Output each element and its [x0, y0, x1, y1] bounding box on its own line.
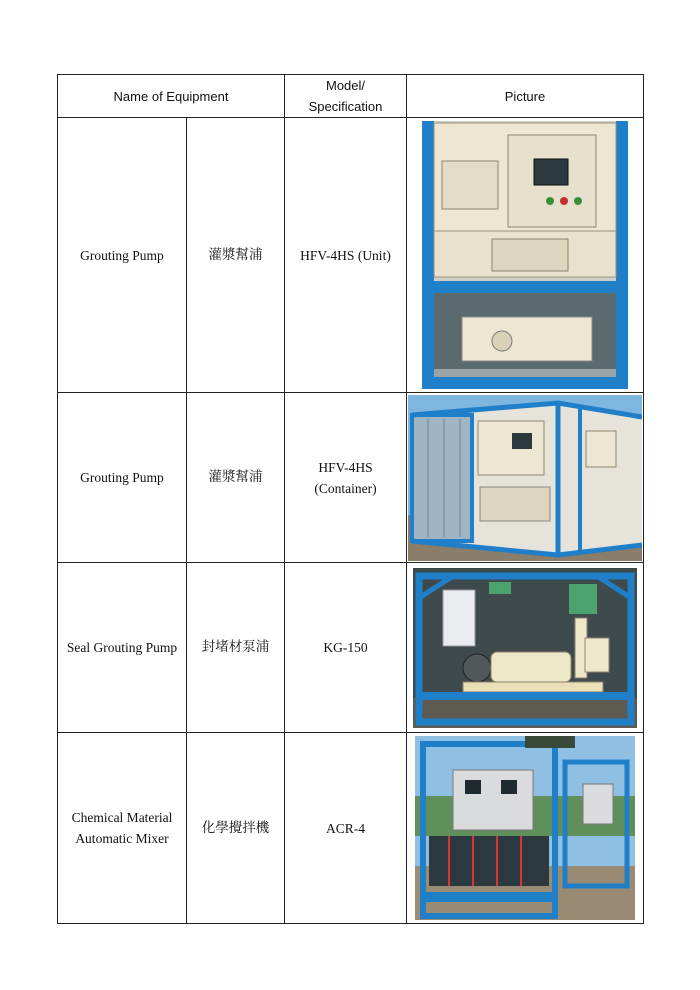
picture-cell [407, 118, 644, 393]
picture-cell [407, 733, 644, 924]
equipment-name-zh: 化學攪拌機 [187, 733, 285, 924]
equipment-model [285, 393, 407, 563]
equipment-name-en [58, 733, 187, 924]
equipment-model-text: HFV-4HS (Container) [314, 459, 377, 496]
grouting-pump-unit-photo [422, 121, 628, 389]
table-row [58, 118, 644, 393]
equipment-name-en-text: Chemical Material Automatic Mixer [71, 810, 173, 846]
header-row [58, 75, 644, 118]
equipment-name-zh: 灌漿幫浦 [187, 393, 285, 563]
table-row [58, 563, 644, 733]
grouting-pump-container-photo [408, 395, 642, 561]
equipment-model: HFV-4HS (Unit) [285, 118, 407, 393]
equipment-model: ACR-4 [285, 733, 407, 924]
header-name: Name of Equipment [58, 75, 285, 118]
picture-cell [407, 393, 644, 563]
seal-grouting-pump-photo [413, 568, 637, 728]
header-model [285, 75, 407, 118]
equipment-name-zh: 封堵材泵浦 [187, 563, 285, 733]
picture-cell [407, 563, 644, 733]
chemical-mixer-photo [415, 736, 635, 920]
equipment-name-zh: 灌漿幫浦 [187, 118, 285, 393]
equipment-table [57, 74, 644, 924]
header-picture: Picture [407, 75, 644, 118]
equipment-model: KG-150 [285, 563, 407, 733]
table-row [58, 393, 644, 563]
equipment-name-en: Seal Grouting Pump [58, 563, 187, 733]
header-model-text: Model/ Specification [308, 78, 383, 114]
table-row [58, 733, 644, 924]
equipment-name-en: Grouting Pump [58, 118, 187, 393]
equipment-name-en: Grouting Pump [58, 393, 187, 563]
